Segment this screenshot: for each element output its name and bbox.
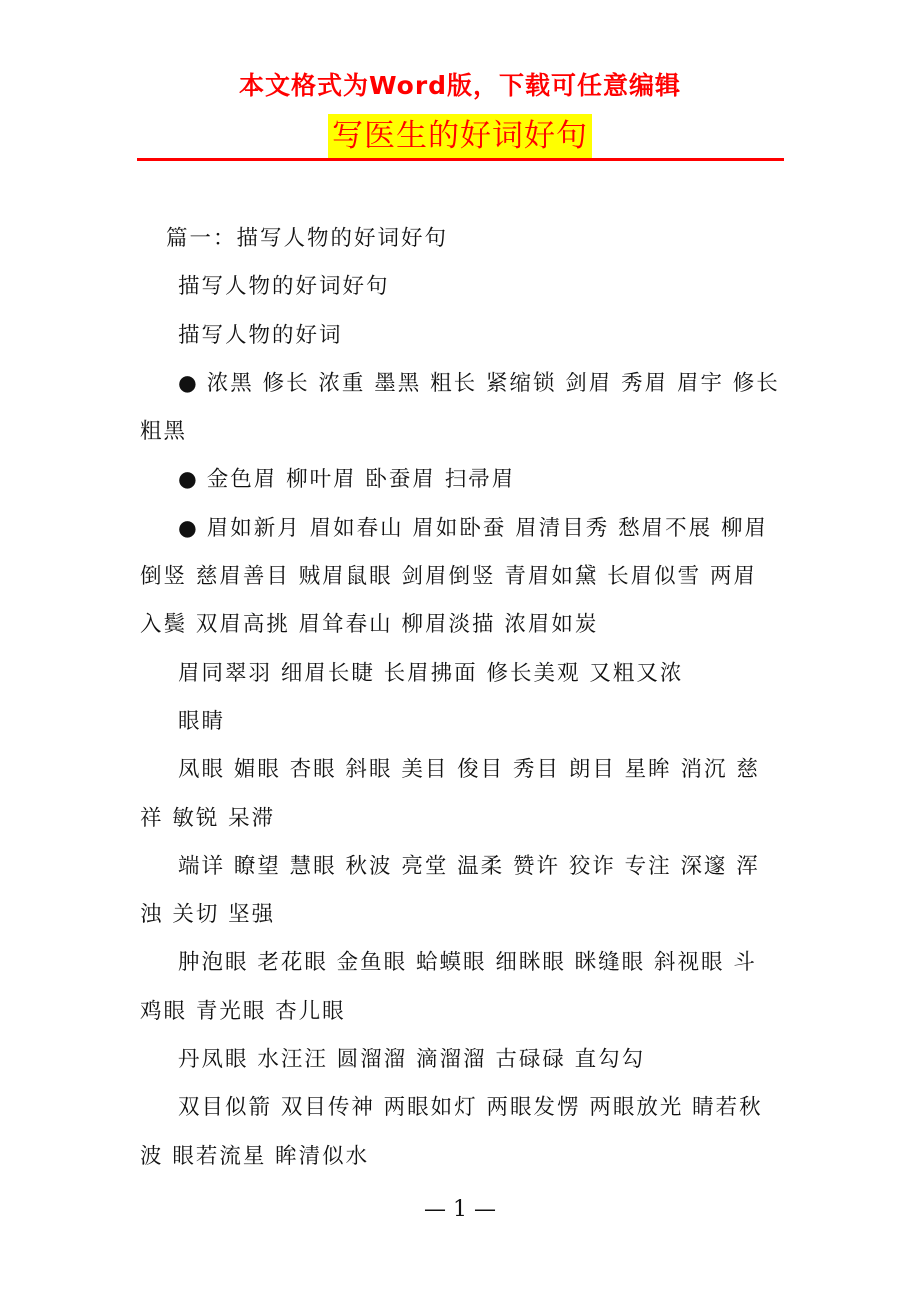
paragraph: 双目似箭 双目传神 两眼如灯 两眼发愣 两眼放光 睛若秋波 眼若流星 眸清似水 bbox=[140, 1095, 763, 1169]
bullet-icon: ● bbox=[178, 467, 197, 493]
title-container bbox=[0, 114, 920, 158]
bullet-paragraph bbox=[140, 360, 780, 457]
bullet-paragraph bbox=[140, 505, 780, 650]
page-number: — 1 — bbox=[424, 1197, 496, 1222]
word-format-notice: 本文格式为Word版，下载可任意编辑 bbox=[238, 71, 682, 100]
bullet-icon: ● bbox=[178, 515, 197, 541]
section-heading: 篇一：描写人物的好词好句 bbox=[166, 226, 449, 251]
subheading: 眼睛 bbox=[178, 708, 226, 734]
paragraph: 眉同翠羽 细眉长睫 长眉拂面 修长美观 又粗又浓 bbox=[178, 660, 684, 686]
paragraph: 端详 瞭望 慧眼 秋波 亮堂 温柔 赞许 狡诈 专注 深邃 浑浊 关切 坚强 bbox=[140, 853, 760, 928]
paragraph-text: 金色眉 柳叶眉 卧蚕眉 扫帚眉 bbox=[206, 467, 516, 493]
paragraph: 丹凤眼 水汪汪 圆溜溜 滴溜溜 古碌碌 直勾勾 bbox=[178, 1047, 646, 1073]
header-rule bbox=[137, 158, 784, 161]
paragraph-text: 浓黑 修长 浓重 墨黑 粗长 紧缩锁 剑眉 秀眉 眉宇 修长 粗黑 bbox=[140, 370, 780, 445]
bullet-icon: ● bbox=[178, 370, 197, 396]
subheading: 描写人物的好词 bbox=[178, 322, 343, 348]
document-title: 写医生的好词好句 bbox=[328, 114, 592, 158]
bullet-paragraph bbox=[140, 456, 780, 504]
subheading: 描写人物的好词好句 bbox=[178, 274, 390, 300]
paragraph-text: 眉如新月 眉如春山 眉如卧蚕 眉清目秀 愁眉不展 柳眉倒竖 慈眉善目 贼眉鼠眼 剑眉倒竖 青眉如黛 长眉似雪 两眉入鬓 双眉高挑 眉耸春山 柳眉淡描 浓眉如炭 bbox=[140, 515, 768, 638]
paragraph: 凤眼 媚眼 杏眼 斜眼 美目 俊目 秀目 朗目 星眸 消沉 慈祥 敏锐 呆滞 bbox=[140, 757, 760, 831]
paragraph: 肿泡眼 老花眼 金鱼眼 蛤蟆眼 细眯眼 眯缝眼 斜视眼 斗鸡眼 青光眼 杏儿眼 bbox=[140, 950, 757, 1024]
document-body bbox=[140, 215, 780, 1181]
